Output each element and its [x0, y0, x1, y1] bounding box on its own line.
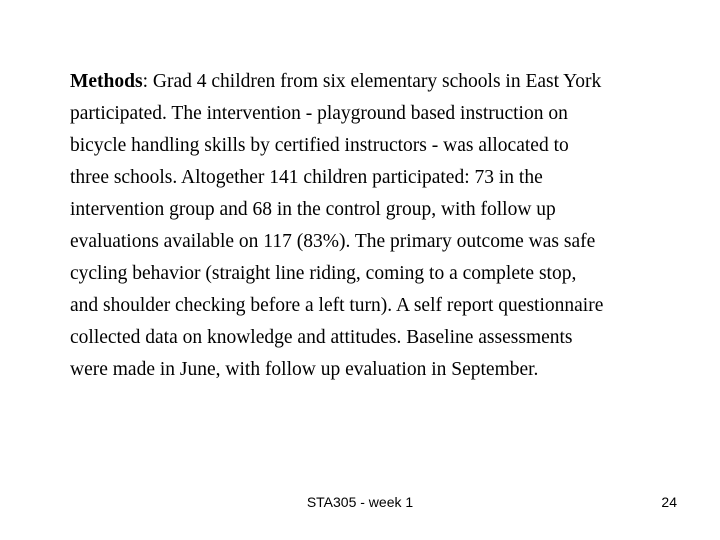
- slide-page-number: 24: [661, 494, 677, 510]
- methods-text: Grad 4 children from six elementary schools in East York participated. The intervention - playground based instruction on bicycle handling skills by certified instructors - was allocated to three schools. Altogether 141 children participated: 73 in the intervention group and 68 in the control group, with follow up evaluations available on 117 (83%). The primary outcome was safe cycling behavior (straight line riding, coming to a complete stop, and shoulder checking before a left turn). A self report questionnaire collected data on knowledge and attitudes. Baseline assessments were made in June, with follow up evaluation in September.: [70, 71, 604, 380]
- footer-course-week: STA305 - week 1: [306, 494, 414, 510]
- methods-separator: :: [142, 71, 153, 92]
- methods-label: Methods: [70, 71, 143, 92]
- methods-paragraph: [70, 66, 682, 386]
